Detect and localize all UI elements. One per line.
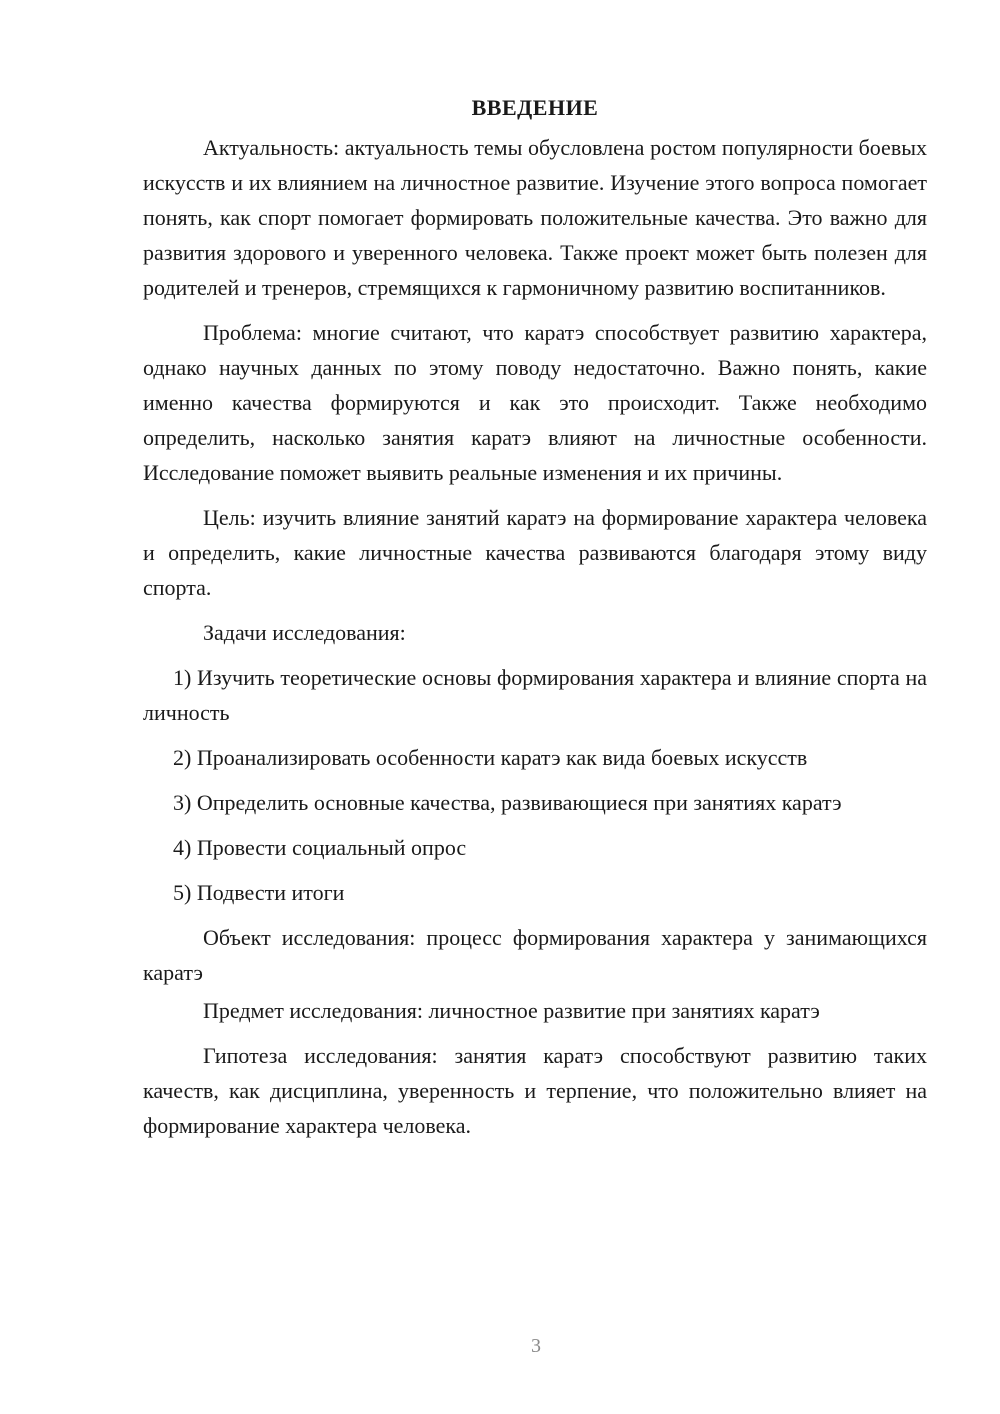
relevance-paragraph: Актуальность: актуальность темы обусловлена ростом популярности боевых искусств и их влиянием на личностное развитие. Изучение этого вопроса помогает понять, как спорт помогает формировать положительные качества. Это важно для развития здорового и уверенного человека. Также проект может быть полезен для родителей и тренеров, стремящихся к гармоничному развитию воспитанников. xyxy=(143,135,927,300)
subject-paragraph: Предмет исследования: личностное развитие при занятиях каратэ xyxy=(203,998,820,1023)
task-item: 1) Изучить теоретические основы формирования характера и влияние спорта на личность xyxy=(143,665,927,725)
goal-paragraph: Цель: изучить влияние занятий каратэ на формирование характера человека и определить, какие личностные качества развиваются благодаря этому виду спорта. xyxy=(143,505,927,600)
task-item: 5) Подвести итоги xyxy=(173,880,345,905)
tasks-heading: Задачи исследования: xyxy=(203,620,406,645)
page-title: ВВЕДЕНИЕ xyxy=(471,95,599,120)
problem-paragraph: Проблема: многие считают, что каратэ способствует развитию характера, однако научных данных по этому поводу недостаточно. Важно понять, какие именно качества формируются и как это происходит. Также необходимо определить, насколько занятия каратэ влияют на личностные особенности. Исследование поможет выявить реальные изменения и их причины. xyxy=(143,320,927,485)
task-item: 4) Провести социальный опрос xyxy=(173,835,467,860)
task-item: 2) Проанализировать особенности каратэ как вида боевых искусств xyxy=(173,745,808,770)
page-number: 3 xyxy=(531,1335,541,1357)
object-paragraph: Объект исследования: процесс формирования характера у занимающихся каратэ xyxy=(143,925,927,985)
document-body xyxy=(143,90,927,1153)
hypothesis-paragraph: Гипотеза исследования: занятия каратэ способствуют развитию таких качеств, как дисциплина, уверенность и терпение, что положительно влияет на формирование характера человека. xyxy=(143,1043,927,1138)
task-item: 3) Определить основные качества, развивающиеся при занятиях каратэ xyxy=(173,790,842,815)
